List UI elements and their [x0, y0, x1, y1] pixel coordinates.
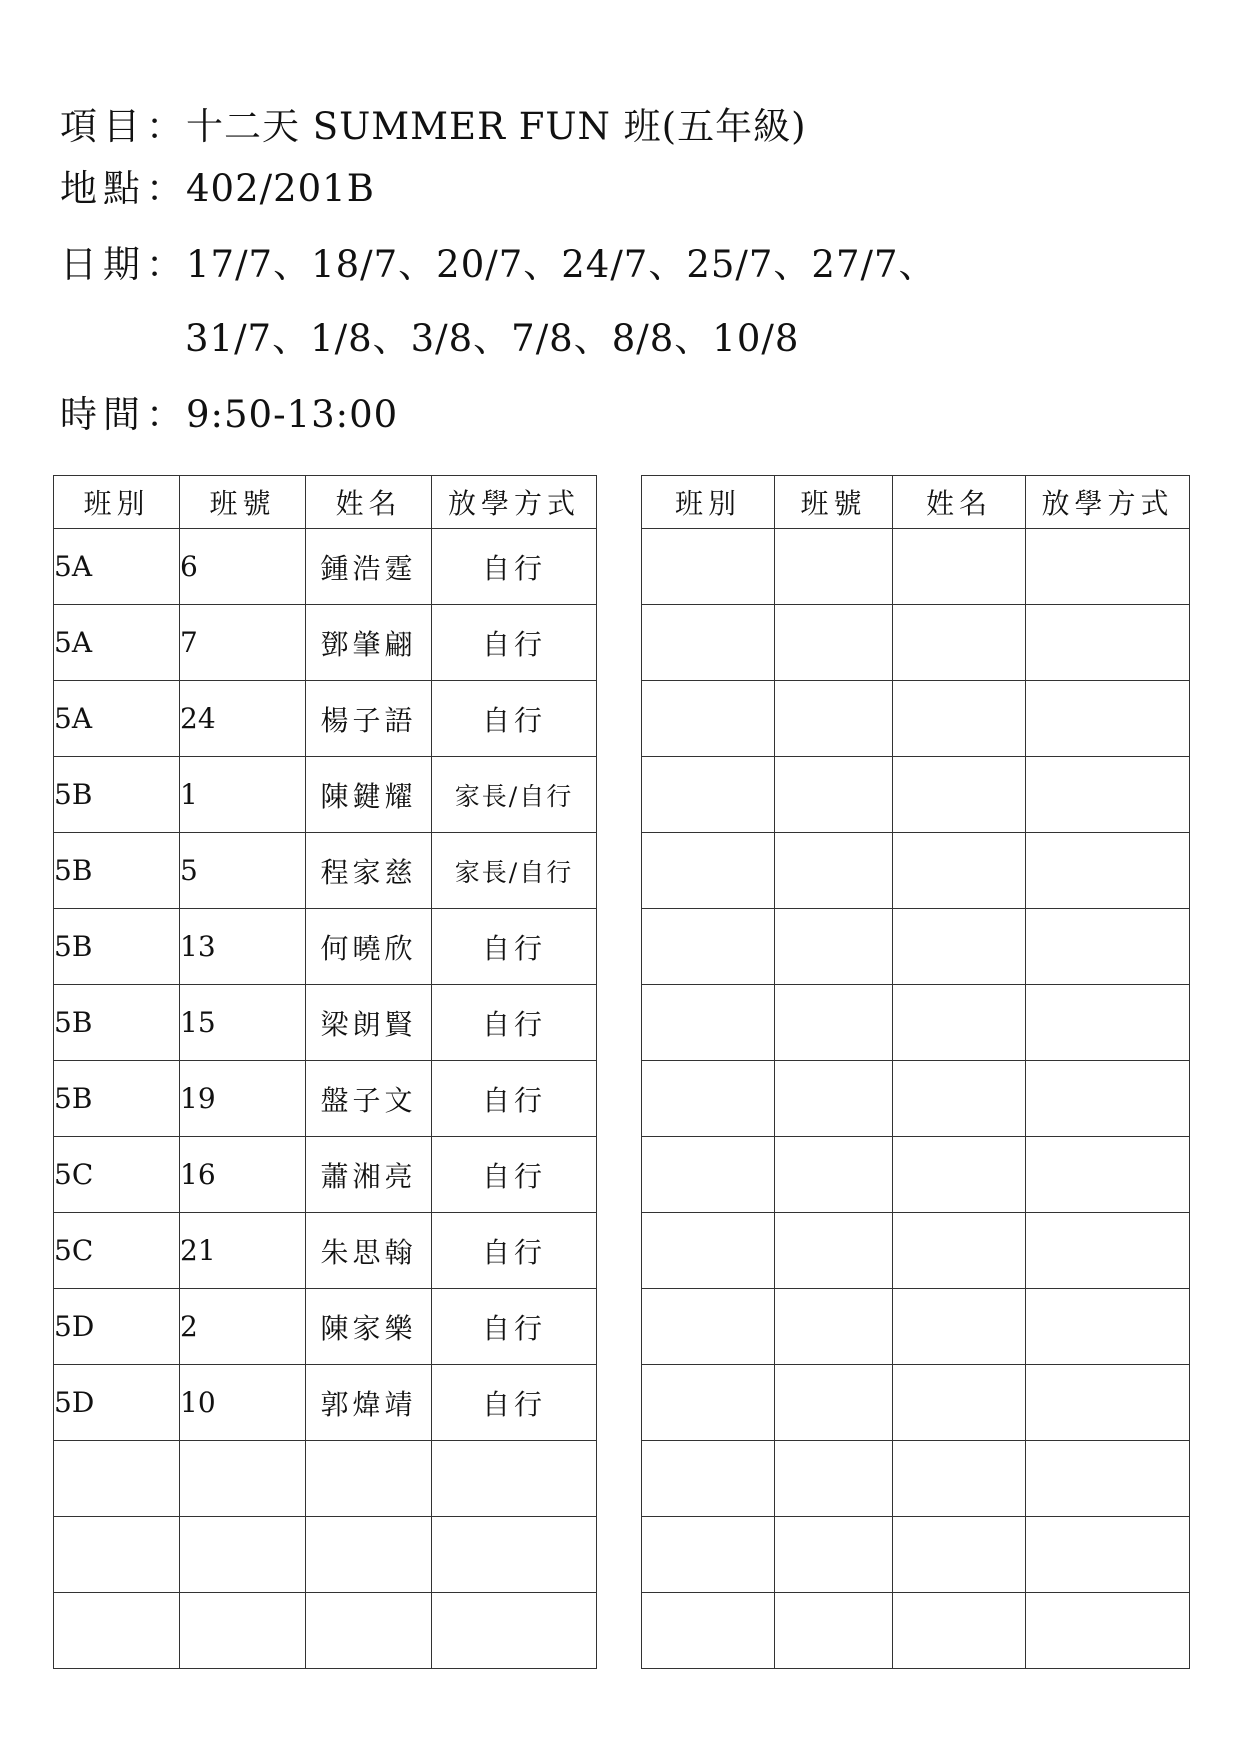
table-row-empty	[642, 985, 1190, 1061]
cell-class	[642, 605, 775, 681]
cell-number	[775, 1137, 893, 1213]
cell-class	[54, 1441, 180, 1517]
cell-class: 5C	[54, 1213, 180, 1289]
cell-name: 陳鍵耀	[306, 757, 432, 833]
cell-class	[642, 1213, 775, 1289]
table-row-empty	[642, 909, 1190, 985]
table-row	[54, 681, 597, 757]
table-row	[54, 757, 597, 833]
cell-class	[642, 1593, 775, 1669]
table-row	[54, 1137, 597, 1213]
cell-number	[775, 1441, 893, 1517]
time-value: 9:50-13:00	[186, 393, 399, 436]
table-row-empty	[642, 1593, 1190, 1669]
cell-class	[642, 529, 775, 605]
cell-class	[642, 1289, 775, 1365]
cell-number	[775, 909, 893, 985]
cell-dismissal	[1026, 1517, 1190, 1593]
table-row	[54, 1213, 597, 1289]
venue-label: 地點	[60, 167, 146, 210]
cell-name: 陳家樂	[306, 1289, 432, 1365]
cell-class: 5D	[54, 1365, 180, 1441]
cell-name	[306, 1517, 432, 1593]
cell-name	[893, 833, 1026, 909]
project-sep: ：	[146, 105, 184, 148]
table-row-empty	[642, 1365, 1190, 1441]
cell-name	[893, 1289, 1026, 1365]
table-row-empty	[642, 833, 1190, 909]
col-header-dismissal: 放學方式	[432, 476, 597, 529]
cell-number: 2	[180, 1289, 306, 1365]
cell-dismissal	[432, 1517, 597, 1593]
venue-value: 402/201B	[186, 167, 375, 210]
cell-dismissal	[1026, 681, 1190, 757]
cell-dismissal	[432, 1441, 597, 1517]
cell-class: 5A	[54, 529, 180, 605]
cell-name	[306, 1441, 432, 1517]
cell-class: 5A	[54, 681, 180, 757]
dates-label: 日期	[60, 243, 146, 286]
cell-name: 盤子文	[306, 1061, 432, 1137]
cell-name	[893, 1517, 1026, 1593]
cell-number	[775, 1061, 893, 1137]
cell-class	[642, 1517, 775, 1593]
project-line	[60, 105, 807, 148]
col-header-class: 班別	[642, 476, 775, 529]
cell-name	[893, 1365, 1026, 1441]
cell-number	[775, 1593, 893, 1669]
cell-dismissal	[432, 1593, 597, 1669]
cell-class: 5B	[54, 1061, 180, 1137]
cell-dismissal	[1026, 529, 1190, 605]
cell-dismissal	[1026, 1289, 1190, 1365]
cell-dismissal	[1026, 1365, 1190, 1441]
dates-sep: ：	[146, 243, 184, 286]
cell-class: 5B	[54, 985, 180, 1061]
project-value: 十二天 SUMMER FUN 班(五年級)	[186, 105, 807, 148]
cell-number	[180, 1517, 306, 1593]
cell-dismissal: 自行	[432, 1137, 597, 1213]
cell-name	[893, 1137, 1026, 1213]
cell-name: 梁朗賢	[306, 985, 432, 1061]
cell-number: 5	[180, 833, 306, 909]
venue-sep: ：	[146, 167, 184, 210]
cell-dismissal	[1026, 1061, 1190, 1137]
table-row	[54, 985, 597, 1061]
table-header-row	[54, 476, 597, 529]
venue-line	[60, 167, 375, 210]
cell-dismissal	[1026, 757, 1190, 833]
cell-number	[775, 681, 893, 757]
table-row	[54, 1365, 597, 1441]
cell-class	[642, 1441, 775, 1517]
cell-class	[642, 833, 775, 909]
cell-number: 15	[180, 985, 306, 1061]
roster-table-left	[53, 475, 597, 1669]
cell-class	[642, 757, 775, 833]
cell-dismissal: 家長/自行	[432, 757, 597, 833]
cell-number	[775, 1365, 893, 1441]
cell-dismissal	[1026, 1137, 1190, 1213]
cell-number	[775, 529, 893, 605]
cell-class: 5C	[54, 1137, 180, 1213]
cell-name: 何曉欣	[306, 909, 432, 985]
cell-dismissal: 自行	[432, 985, 597, 1061]
dates-line	[60, 243, 937, 286]
cell-number: 13	[180, 909, 306, 985]
project-label: 項目	[60, 105, 146, 148]
cell-dismissal	[1026, 1213, 1190, 1289]
table-row	[54, 605, 597, 681]
cell-name: 蕭湘亮	[306, 1137, 432, 1213]
cell-number	[775, 833, 893, 909]
cell-dismissal: 家長/自行	[432, 833, 597, 909]
cell-dismissal: 自行	[432, 1213, 597, 1289]
cell-name	[893, 1441, 1026, 1517]
cell-class	[54, 1517, 180, 1593]
table-row-empty	[54, 1517, 597, 1593]
cell-name: 郭煒靖	[306, 1365, 432, 1441]
cell-dismissal	[1026, 909, 1190, 985]
table-row-empty	[642, 1061, 1190, 1137]
dates-value-line2: 31/7、1/8、3/8、7/8、8/8、10/8	[185, 317, 800, 360]
table-row-empty	[642, 681, 1190, 757]
cell-name	[306, 1593, 432, 1669]
col-header-number: 班號	[775, 476, 893, 529]
cell-name	[893, 757, 1026, 833]
cell-number: 24	[180, 681, 306, 757]
table-row	[54, 1061, 597, 1137]
cell-name: 朱思翰	[306, 1213, 432, 1289]
cell-class: 5B	[54, 833, 180, 909]
cell-class: 5B	[54, 757, 180, 833]
cell-name	[893, 1593, 1026, 1669]
cell-dismissal	[1026, 605, 1190, 681]
table-row	[54, 1289, 597, 1365]
table-row	[54, 833, 597, 909]
cell-dismissal	[1026, 833, 1190, 909]
col-header-name: 姓名	[306, 476, 432, 529]
cell-number: 16	[180, 1137, 306, 1213]
cell-class	[642, 985, 775, 1061]
col-header-dismissal: 放學方式	[1026, 476, 1190, 529]
dates-continuation	[185, 317, 800, 360]
table-row-empty	[642, 1137, 1190, 1213]
cell-name	[893, 985, 1026, 1061]
table-row-empty	[642, 757, 1190, 833]
table-row	[54, 529, 597, 605]
cell-dismissal	[1026, 1593, 1190, 1669]
col-header-name: 姓名	[893, 476, 1026, 529]
cell-name: 程家慈	[306, 833, 432, 909]
cell-dismissal: 自行	[432, 1365, 597, 1441]
cell-class	[54, 1593, 180, 1669]
cell-dismissal	[1026, 1441, 1190, 1517]
table-row-empty	[54, 1593, 597, 1669]
cell-number: 1	[180, 757, 306, 833]
cell-number	[180, 1441, 306, 1517]
cell-name	[893, 681, 1026, 757]
table-row-empty	[54, 1441, 597, 1517]
cell-name	[893, 605, 1026, 681]
cell-class	[642, 681, 775, 757]
cell-dismissal: 自行	[432, 605, 597, 681]
cell-dismissal	[1026, 985, 1190, 1061]
cell-number: 7	[180, 605, 306, 681]
cell-name	[893, 1061, 1026, 1137]
col-header-number: 班號	[180, 476, 306, 529]
cell-name	[893, 909, 1026, 985]
col-header-class: 班別	[54, 476, 180, 529]
cell-number	[775, 1289, 893, 1365]
cell-number	[775, 1517, 893, 1593]
cell-dismissal: 自行	[432, 1061, 597, 1137]
cell-name: 鄧肇翩	[306, 605, 432, 681]
time-sep: ：	[146, 393, 184, 436]
cell-class	[642, 1061, 775, 1137]
cell-number	[775, 605, 893, 681]
cell-number	[180, 1593, 306, 1669]
table-header-row	[642, 476, 1190, 529]
roster-table-right	[641, 475, 1190, 1669]
cell-number: 6	[180, 529, 306, 605]
cell-class	[642, 909, 775, 985]
table-row-empty	[642, 1289, 1190, 1365]
time-label: 時間	[60, 393, 146, 436]
table-row-empty	[642, 1441, 1190, 1517]
table-row	[54, 909, 597, 985]
cell-number	[775, 985, 893, 1061]
table-row-empty	[642, 605, 1190, 681]
cell-class: 5D	[54, 1289, 180, 1365]
cell-name: 楊子語	[306, 681, 432, 757]
dates-value-line1: 17/7、18/7、20/7、24/7、25/7、27/7、	[186, 243, 937, 286]
cell-name: 鍾浩霆	[306, 529, 432, 605]
cell-name	[893, 1213, 1026, 1289]
cell-number: 21	[180, 1213, 306, 1289]
cell-number	[775, 1213, 893, 1289]
cell-number	[775, 757, 893, 833]
table-row-empty	[642, 1213, 1190, 1289]
table-row-empty	[642, 1517, 1190, 1593]
cell-dismissal: 自行	[432, 681, 597, 757]
cell-dismissal: 自行	[432, 909, 597, 985]
cell-class	[642, 1137, 775, 1213]
cell-class	[642, 1365, 775, 1441]
cell-name	[893, 529, 1026, 605]
cell-number: 19	[180, 1061, 306, 1137]
cell-dismissal: 自行	[432, 529, 597, 605]
table-row-empty	[642, 529, 1190, 605]
time-line	[60, 393, 399, 436]
cell-class: 5A	[54, 605, 180, 681]
cell-dismissal: 自行	[432, 1289, 597, 1365]
cell-class: 5B	[54, 909, 180, 985]
cell-number: 10	[180, 1365, 306, 1441]
